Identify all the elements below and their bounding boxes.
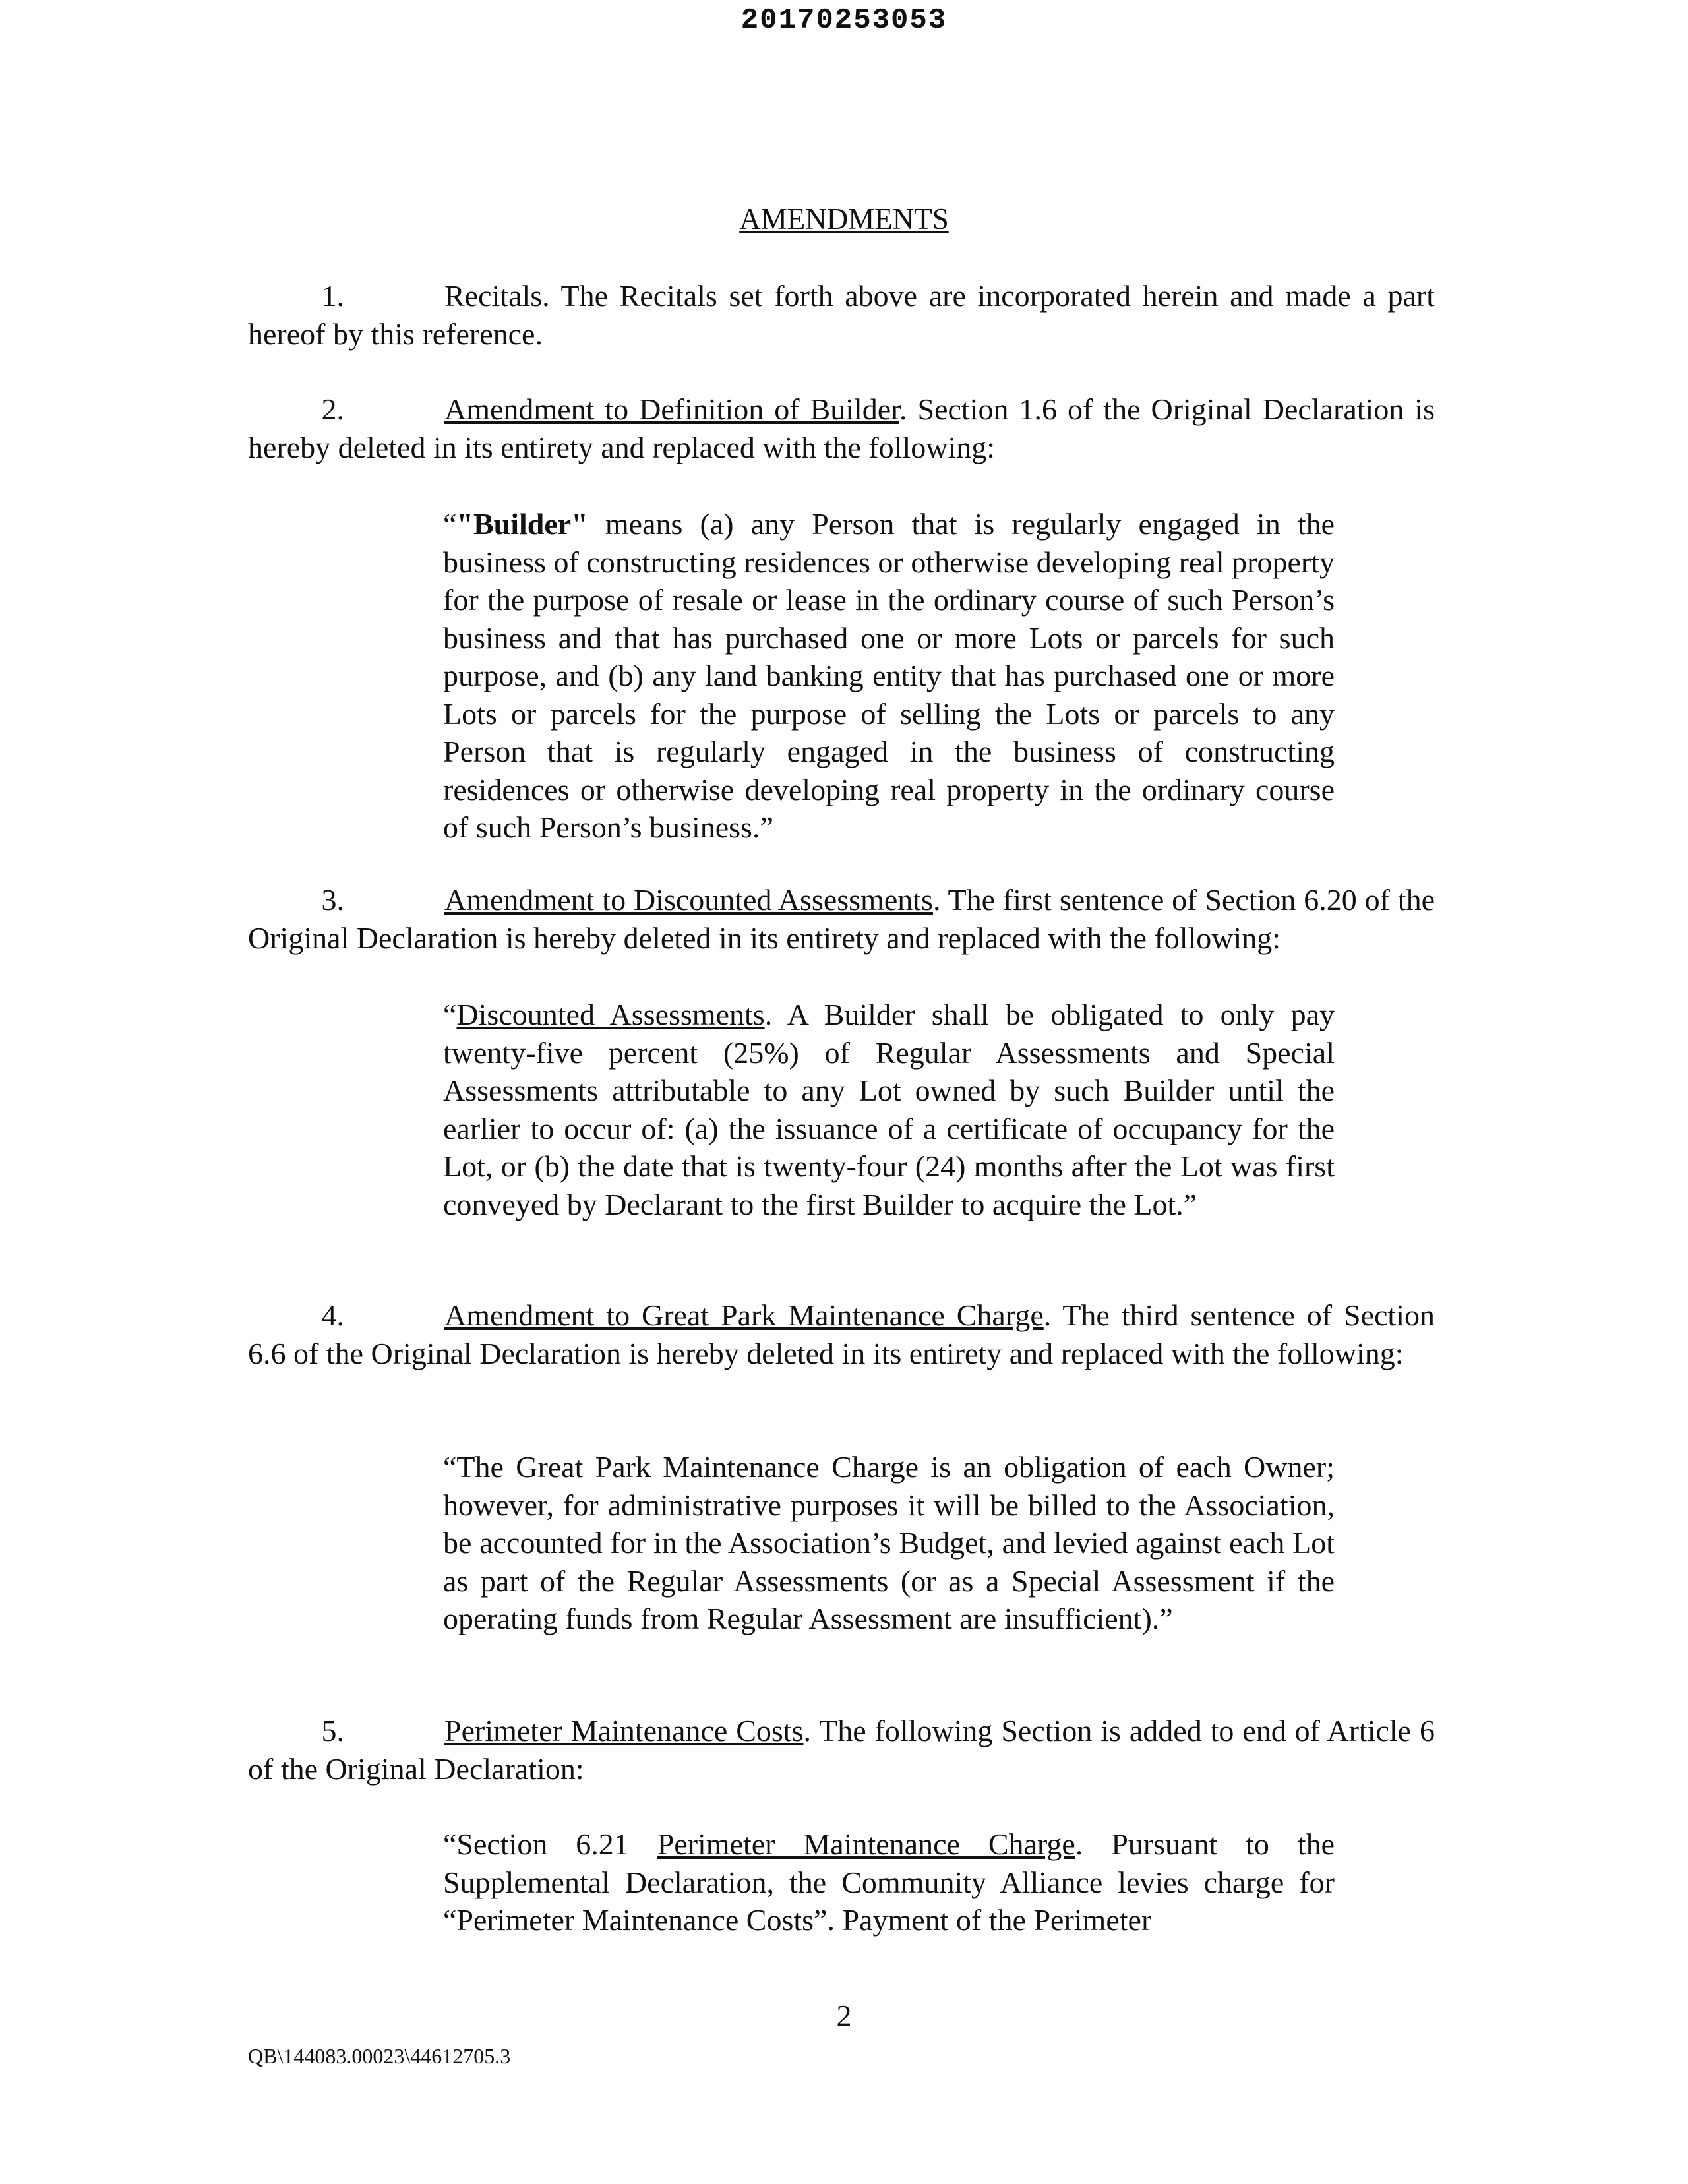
quote-prefix: “Section 6.21 <box>443 1827 629 1861</box>
heading-punct: . <box>899 392 907 426</box>
heading-punct: . <box>803 1714 811 1747</box>
section-number: 2. <box>321 392 344 426</box>
section-heading: Amendment to Discounted Assessments <box>444 883 933 917</box>
section-number: 3. <box>321 883 344 917</box>
quote-text: . Pursuant to the Supplemental Declaration, the Community Alliance levies charge for “Perimeter Maintenance Costs”. Payment of the Perimeter <box>443 1827 1335 1937</box>
section-number: 5. <box>321 1714 344 1747</box>
quote-text: “The Great Park Maintenance Charge is an obligation of each Owner; however, for administrative purposes it will be billed to the Association, be accounted for in the Association’s Budget, and levied against each Lot as part of the Regular Assessments (or as a Special Assessment if the operating funds from Regular Assessment are insufficient).” <box>443 1450 1335 1635</box>
page-title: AMENDMENTS <box>739 202 949 235</box>
defined-term: "Builder" <box>456 507 588 541</box>
section-heading: Perimeter Maintenance Costs <box>444 1714 804 1747</box>
section-text: The following Section is added to end of Article 6 of the Original Declaration: <box>248 1714 1435 1786</box>
section-4-quote <box>443 1448 1335 1638</box>
quote-text: . A Builder shall be obligated to only pay twenty-five percent (25%) of Regular Assessments and Special Assessments attributable to any Lot owned by such Builder until the earlier to occur of: (a) the issuance of a certificate of occupancy for the Lot, or (b) the date that is twenty-four (24) months after the Lot was first conveyed by Declarant to the first Builder to acquire the Lot.” <box>443 998 1335 1221</box>
page-number: 2 <box>836 1999 852 2032</box>
heading-punct: . <box>932 883 941 917</box>
quote-open: “ <box>443 998 457 1031</box>
section-3 <box>248 881 1435 957</box>
section-text: The third sentence of Section 6.6 of the Original Declaration is hereby deleted in its entirety and replaced with the following: <box>248 1298 1435 1370</box>
section-2 <box>248 390 1435 467</box>
section-text: The first sentence of Section 6.20 of the Original Declaration is hereby deleted in its entirety and replaced with the following: <box>248 883 1435 955</box>
section-5 <box>248 1712 1435 1788</box>
quote-open: “ <box>443 507 457 541</box>
section-heading: Amendment to Great Park Maintenance Charge <box>444 1298 1044 1332</box>
quote-text: means (a) any Person that is regularly engaged in the business of constructing residences or otherwise developing real property for the purpose of resale or lease in the ordinary course of such Person’s business and that has purchased one or more Lots or parcels for such purpose, and (b) any land banking entity that has purchased one or more Lots or parcels for the purpose of selling the Lots or parcels to any Person that is regularly engaged in the business of constructing residences or otherwise developing real property in the ordinary course of such Person’s business.” <box>443 507 1335 844</box>
section-3-quote <box>443 996 1335 1223</box>
defined-term: Perimeter Maintenance Charge <box>657 1827 1075 1861</box>
section-2-quote <box>443 505 1335 847</box>
section-heading: Recitals. <box>444 279 550 313</box>
section-5-quote <box>443 1825 1335 1939</box>
document-reference: QB\144083.00023\44612705.3 <box>248 2044 511 2068</box>
section-text: Section 1.6 of the Original Declaration is hereby deleted in its entirety and replaced with the following: <box>248 392 1435 464</box>
section-heading: Amendment to Definition of Builder <box>444 392 899 426</box>
defined-term: Discounted Assessments <box>456 998 765 1031</box>
section-1 <box>248 277 1435 353</box>
heading-punct: . <box>1043 1298 1052 1332</box>
section-number: 1. <box>321 279 344 313</box>
section-number: 4. <box>321 1298 344 1332</box>
section-text: The Recitals set forth above are incorporated herein and made a part hereof by this reference. <box>248 279 1435 351</box>
document-number: 20170253053 <box>740 4 948 37</box>
section-4 <box>248 1296 1435 1373</box>
